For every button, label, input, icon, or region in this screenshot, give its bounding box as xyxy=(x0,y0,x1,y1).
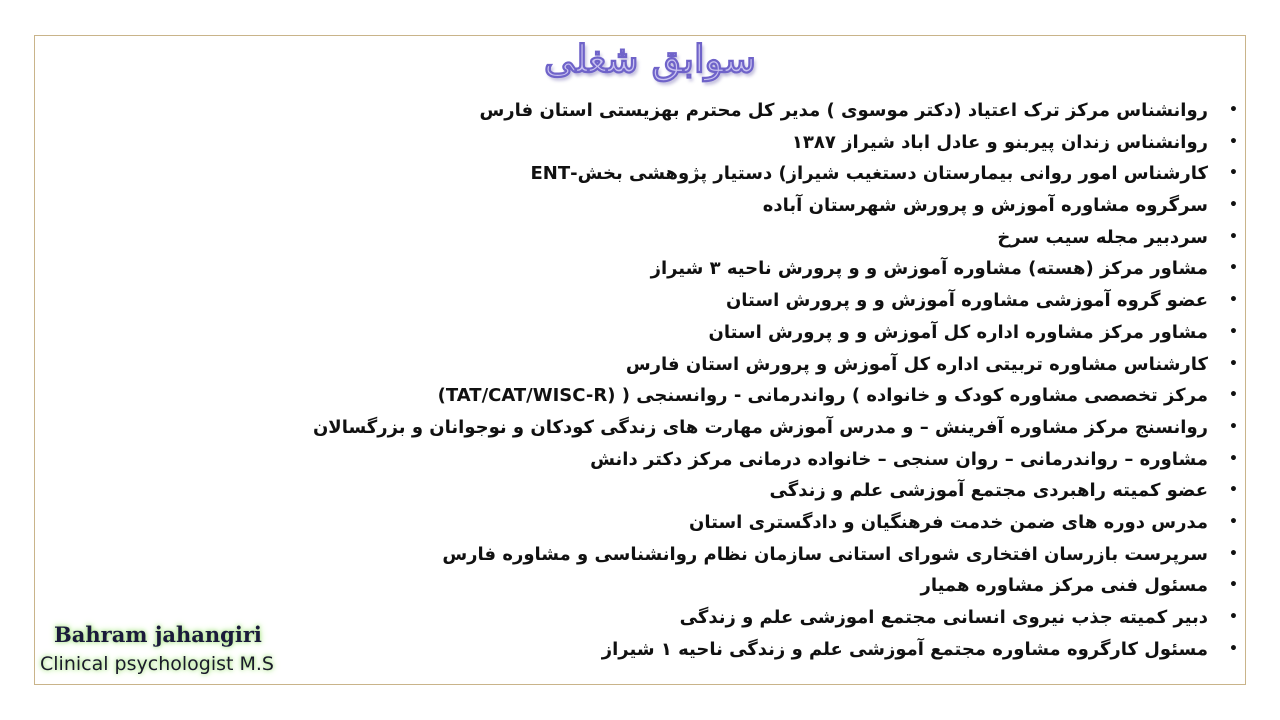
work-history-list xyxy=(280,95,1240,665)
list-item-text: مشاوره – رواندرمانی – روان سنجی – خانواده درمانی مرکز دکتر دانش xyxy=(590,448,1208,470)
list-item xyxy=(280,253,1240,285)
list-item xyxy=(280,222,1240,254)
list-item xyxy=(280,349,1240,381)
list-item xyxy=(280,444,1240,476)
bullet-icon: • xyxy=(1229,102,1238,118)
bullet-icon: • xyxy=(1229,418,1238,435)
bullet-icon: • xyxy=(1229,482,1238,499)
list-item-text: کارشناس مشاوره تربیتی اداره کل آموزش و پرورش استان فارس xyxy=(625,353,1208,375)
bullet-icon: • xyxy=(1229,228,1238,245)
list-item xyxy=(280,190,1240,222)
author-signature xyxy=(40,620,320,678)
list-item-text: روانسنج مرکز مشاوره آفرینش – و مدرس آموزش مهارت های زندگی کودکان و نوجوانان و بزرگسالان xyxy=(312,416,1208,438)
list-item-text: سرگروه مشاوره آموزش و پرورش شهرستان آباده xyxy=(762,195,1208,217)
list-item xyxy=(280,475,1240,507)
author-role: Clinical psychologist M.S xyxy=(40,653,274,675)
list-item xyxy=(280,539,1240,571)
bullet-icon: • xyxy=(1229,260,1238,277)
slide-title: سوابق شغلی xyxy=(544,36,756,81)
bullet-icon: • xyxy=(1229,640,1238,657)
bullet-icon: • xyxy=(1229,609,1238,625)
bullet-icon: • xyxy=(1229,450,1238,467)
list-item xyxy=(280,127,1240,159)
author-name: Bahram jahangiri xyxy=(54,622,262,647)
list-item-text: عضو کمیته راهبردی مجتمع آموزشی علم و زندگی xyxy=(769,480,1208,502)
bullet-icon: • xyxy=(1229,545,1238,562)
list-item-text: مشاور مرکز (هسته) مشاوره آموزش و و پرورش ناحیه ۳ شیراز xyxy=(650,258,1208,280)
bullet-icon: • xyxy=(1229,292,1238,309)
list-item-text: سرپرست بازرسان افتخاری شورای استانی سازمان نظام روانشناسی و مشاوره فارس xyxy=(442,543,1208,565)
list-item xyxy=(280,602,1240,634)
bullet-icon: • xyxy=(1229,197,1238,214)
list-item-text: مرکز تخصصی مشاوره کودک و خانواده ) رواندرمانی - روانسنجی ( (TAT/CAT/WISC-R) xyxy=(437,385,1208,407)
bullet-icon: • xyxy=(1229,165,1238,182)
list-item xyxy=(280,317,1240,349)
bullet-icon: • xyxy=(1229,323,1238,340)
list-item xyxy=(280,158,1240,190)
list-item xyxy=(280,380,1240,412)
list-item-text: مدرس دوره های ضمن خدمت فرهنگیان و دادگستری استان xyxy=(688,511,1208,533)
list-item-text: روانشناس زندان پیربنو و عادل اباد شیراز ۱۳۸۷ xyxy=(791,131,1208,153)
bullet-icon: • xyxy=(1229,133,1238,150)
list-item-text: دبیر کمیته جذب نیروی انسانی مجتمع اموزشی علم و زندگی xyxy=(679,607,1208,628)
list-item-text: کارشناس امور روانی بیمارستان دستغیب شیراز) دستیار پژوهشی بخش-ENT xyxy=(530,163,1208,185)
bullet-icon: • xyxy=(1229,355,1238,372)
list-item-text: روانشناس مرکز ترک اعتیاد (دکتر موسوی ) مدیر کل محترم بهزیستی استان فارس xyxy=(479,100,1208,121)
bullet-icon: • xyxy=(1229,513,1238,530)
list-item-text: مسئول کارگروه مشاوره مجتمع آموزشی علم و زندگی ناحیه ۱ شیراز xyxy=(601,638,1208,660)
list-item xyxy=(280,95,1240,127)
bullet-icon: • xyxy=(1229,387,1238,404)
list-item xyxy=(280,507,1240,539)
list-item xyxy=(280,570,1240,602)
list-item-text: مسئول فنی مرکز مشاوره همیار xyxy=(920,575,1208,597)
list-item-text: عضو گروه آموزشی مشاوره آموزش و و پرورش استان xyxy=(725,290,1208,312)
list-item xyxy=(280,412,1240,444)
list-item xyxy=(280,634,1240,666)
list-item-text: سردبیر مجله سیب سرخ xyxy=(997,226,1208,248)
list-item xyxy=(280,285,1240,317)
bullet-icon: • xyxy=(1229,577,1238,594)
list-item-text: مشاور مرکز مشاوره اداره کل آموزش و و پرورش استان xyxy=(708,321,1208,343)
